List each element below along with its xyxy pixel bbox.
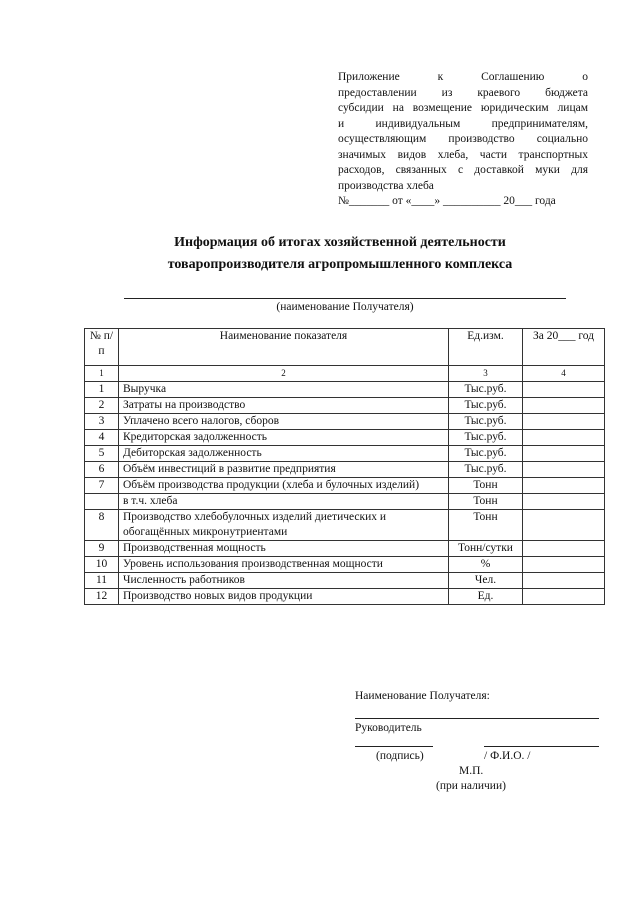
row-number: 3 <box>85 414 119 430</box>
appendix-line: значимых видов хлеба, части транспортных <box>338 148 588 161</box>
row-number: 5 <box>85 446 119 462</box>
row-number <box>85 494 119 510</box>
row-number: 1 <box>85 382 119 398</box>
appendix-number-line: №_______ от «____» __________ 20___ года <box>338 195 556 207</box>
row-value <box>523 430 605 446</box>
row-name: Объём производства продукции (хлеба и булочных изделий) <box>119 478 449 494</box>
row-name: Производство новых видов продукции <box>119 589 449 605</box>
row-unit: Тыс.руб. <box>449 398 523 414</box>
row-value <box>523 510 605 541</box>
header-unit: Ед.изм. <box>449 329 523 366</box>
indicators-table <box>84 328 605 605</box>
row-unit: Тонн <box>449 494 523 510</box>
table-row <box>85 414 605 430</box>
col-number: 4 <box>523 366 605 382</box>
row-name: Производство хлебобулочных изделий диетических и обогащённых микронутриентами <box>119 510 449 541</box>
table-row <box>85 589 605 605</box>
table-row <box>85 398 605 414</box>
row-number: 2 <box>85 398 119 414</box>
row-value <box>523 557 605 573</box>
appendix-line: субсидии на возмещение юридическим лицам <box>338 102 588 114</box>
fio-line <box>484 746 599 747</box>
row-unit: Тонн <box>449 478 523 494</box>
title-line-1: Информация об итогах хозяйственной деятельности <box>174 235 506 250</box>
head-label: Руководитель <box>355 722 422 734</box>
table-row <box>85 494 605 510</box>
table-row <box>85 573 605 589</box>
table-row <box>85 510 605 541</box>
row-value <box>523 589 605 605</box>
row-name: Кредиторская задолженность <box>119 430 449 446</box>
document-title <box>100 232 580 276</box>
row-value <box>523 478 605 494</box>
recipient-signature-line <box>355 718 599 719</box>
row-unit: Тонн/сутки <box>449 541 523 557</box>
row-value <box>523 573 605 589</box>
row-number: 6 <box>85 462 119 478</box>
appendix-block <box>338 70 588 210</box>
recipient-caption: (наименование Получателя) <box>276 301 414 313</box>
row-number: 11 <box>85 573 119 589</box>
recipient-label: Наименование Получателя: <box>355 690 490 702</box>
row-unit: Ед. <box>449 589 523 605</box>
row-name: Численность работников <box>119 573 449 589</box>
row-value <box>523 541 605 557</box>
fio-caption: / Ф.И.О. / <box>484 750 531 762</box>
header-no: № п/п <box>85 329 119 366</box>
row-number: 8 <box>85 510 119 541</box>
appendix-line: осуществляющим производство социально <box>338 133 588 145</box>
col-number: 2 <box>119 366 449 382</box>
table-header-row <box>85 329 605 366</box>
table-row <box>85 541 605 557</box>
row-name: в т.ч. хлеба <box>119 494 449 510</box>
appendix-line: Приложение к Соглашению о <box>338 71 588 83</box>
row-value <box>523 414 605 430</box>
row-name: Уровень использования производственная мощности <box>119 557 449 573</box>
row-unit: Тыс.руб. <box>449 462 523 478</box>
stamp-note: (при наличии) <box>436 780 506 792</box>
row-unit: Чел. <box>449 573 523 589</box>
row-name: Дебиторская задолженность <box>119 446 449 462</box>
row-name: Выручка <box>119 382 449 398</box>
row-unit: Тыс.руб. <box>449 430 523 446</box>
title-line-2: товаропроизводителя агропромышленного комплекса <box>167 257 513 272</box>
row-number: 12 <box>85 589 119 605</box>
appendix-line: предоставлении из краевого бюджета <box>338 86 588 99</box>
header-name: Наименование показателя <box>119 329 449 366</box>
row-value <box>523 446 605 462</box>
row-unit: Тыс.руб. <box>449 414 523 430</box>
sign-line <box>355 746 433 747</box>
row-unit: Тонн <box>449 510 523 541</box>
row-number: 10 <box>85 557 119 573</box>
row-value <box>523 494 605 510</box>
row-unit: % <box>449 557 523 573</box>
row-number: 4 <box>85 430 119 446</box>
row-name: Производственная мощность <box>119 541 449 557</box>
col-number: 3 <box>449 366 523 382</box>
row-number: 7 <box>85 478 119 494</box>
col-number: 1 <box>85 366 119 382</box>
row-unit: Тыс.руб. <box>449 382 523 398</box>
appendix-line: и индивидуальным предпринимателям, <box>338 117 588 130</box>
table-row <box>85 462 605 478</box>
row-name: Затраты на производство <box>119 398 449 414</box>
row-number: 9 <box>85 541 119 557</box>
table-row <box>85 557 605 573</box>
table-row <box>85 430 605 446</box>
recipient-underline <box>124 298 566 299</box>
sign-caption: (подпись) <box>376 750 424 762</box>
row-name: Уплачено всего налогов, сборов <box>119 414 449 430</box>
row-value <box>523 462 605 478</box>
header-year: За 20___ год <box>523 329 605 366</box>
row-name: Объём инвестиций в развитие предприятия <box>119 462 449 478</box>
table-row <box>85 446 605 462</box>
appendix-line: производства хлеба <box>338 179 434 192</box>
row-value <box>523 382 605 398</box>
row-value <box>523 398 605 414</box>
table-row <box>85 478 605 494</box>
table-row <box>85 382 605 398</box>
column-numbers-row <box>85 366 605 382</box>
row-unit: Тыс.руб. <box>449 446 523 462</box>
appendix-line: расходов, связанных с доставкой муки для <box>338 164 588 176</box>
stamp-label: М.П. <box>459 765 484 777</box>
